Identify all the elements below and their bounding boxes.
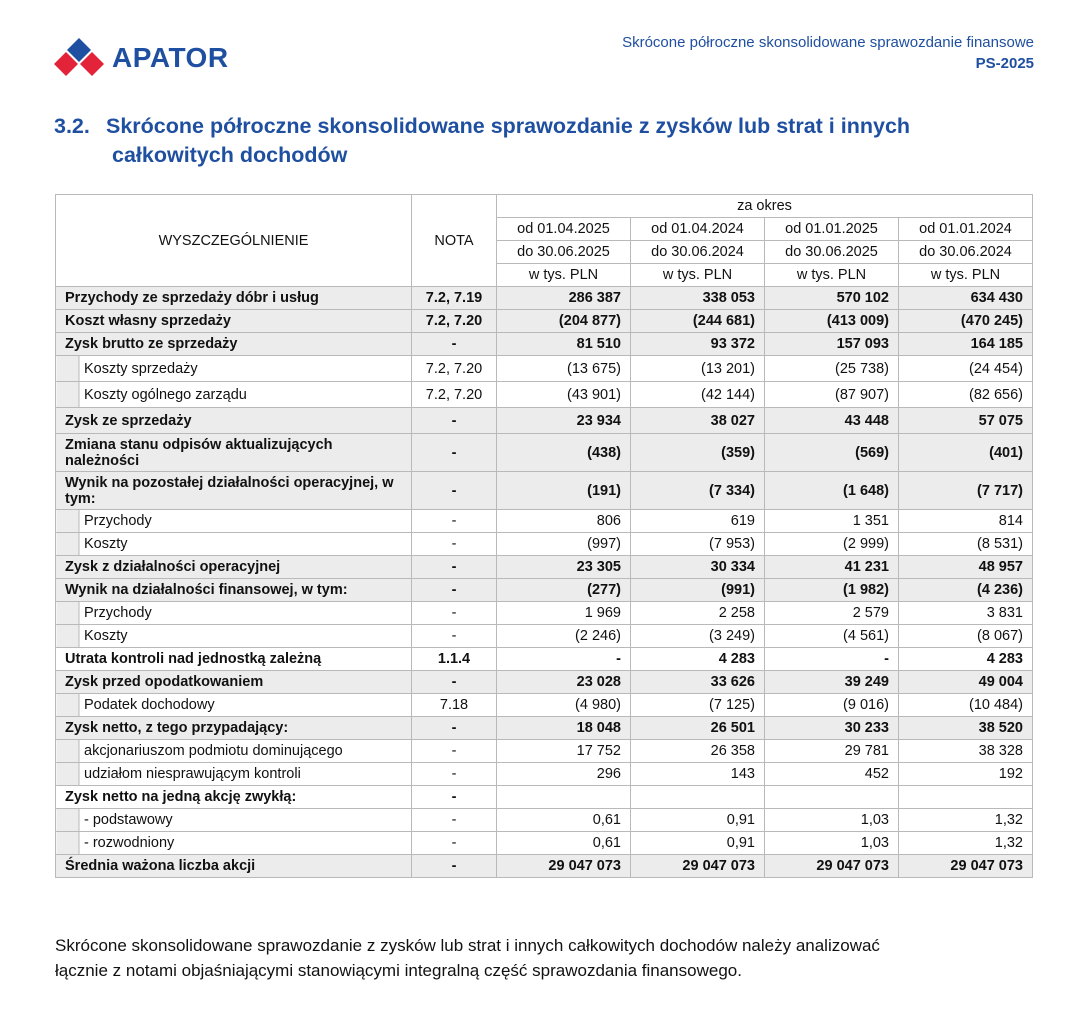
row-label: Zysk z działalności operacyjnej: [56, 556, 412, 579]
row-value: (2 999): [765, 533, 899, 556]
period-from: od 01.04.2025: [497, 218, 631, 241]
row-value: 81 510: [497, 333, 631, 356]
row-value: (191): [497, 472, 631, 510]
row-value: (277): [497, 579, 631, 602]
row-label: Przychody: [56, 510, 412, 533]
row-value: 0,91: [631, 809, 765, 832]
period-to: do 30.06.2025: [497, 241, 631, 264]
row-label: Przychody: [56, 602, 412, 625]
table-row: [56, 356, 1033, 382]
row-value: 29 047 073: [497, 855, 631, 878]
row-value: (7 125): [631, 694, 765, 717]
row-value: (569): [765, 434, 899, 472]
period-to: do 30.06.2024: [899, 241, 1033, 264]
row-note: -: [412, 625, 497, 648]
row-value: (87 907): [765, 382, 899, 408]
row-value: 452: [765, 763, 899, 786]
report-title: Skrócone półroczne skonsolidowane sprawozdanie finansowe: [622, 34, 1034, 51]
apator-logo-icon: [54, 38, 104, 78]
column-header-description: WYSZCZEGÓLNIENIE: [56, 195, 412, 287]
row-value: (401): [899, 434, 1033, 472]
row-value: (7 717): [899, 472, 1033, 510]
row-value: 814: [899, 510, 1033, 533]
row-label: Zysk brutto ze sprzedaży: [56, 333, 412, 356]
table-row: [56, 382, 1033, 408]
row-value: 0,61: [497, 832, 631, 855]
row-value: [899, 786, 1033, 809]
row-value: 1 969: [497, 602, 631, 625]
row-label: Koszty: [56, 533, 412, 556]
row-value: 1,03: [765, 809, 899, 832]
period-from: od 01.04.2024: [631, 218, 765, 241]
table-body: [56, 287, 1033, 878]
footer-line1: Skrócone skonsolidowane sprawozdanie z zysków lub strat i innych całkowitych dochodów należy analizować: [55, 936, 880, 955]
row-value: 29 047 073: [765, 855, 899, 878]
table-row: [56, 333, 1033, 356]
row-note: -: [412, 740, 497, 763]
row-value: 48 957: [899, 556, 1033, 579]
row-value: (7 953): [631, 533, 765, 556]
section-title-line2: całkowitych dochodów: [112, 143, 348, 167]
table-row: [56, 671, 1033, 694]
period-from: od 01.01.2025: [765, 218, 899, 241]
row-value: 1,03: [765, 832, 899, 855]
row-value: (24 454): [899, 356, 1033, 382]
row-label: - rozwodniony: [56, 832, 412, 855]
row-label: Wynik na pozostałej działalności operacyjnej, w tym:: [56, 472, 412, 510]
period-to: do 30.06.2025: [765, 241, 899, 264]
row-note: -: [412, 579, 497, 602]
table-row: [56, 786, 1033, 809]
period-from: od 01.01.2024: [899, 218, 1033, 241]
row-value: (42 144): [631, 382, 765, 408]
row-value: 38 027: [631, 408, 765, 434]
table-row: [56, 763, 1033, 786]
row-note: -: [412, 556, 497, 579]
row-value: (991): [631, 579, 765, 602]
row-note: 7.18: [412, 694, 497, 717]
table-row: [56, 556, 1033, 579]
row-value: 49 004: [899, 671, 1033, 694]
period-unit: w tys. PLN: [631, 264, 765, 287]
logo-text: APATOR: [112, 42, 229, 73]
row-label: Przychody ze sprzedaży dóbr i usług: [56, 287, 412, 310]
row-value: 41 231: [765, 556, 899, 579]
row-value: 30 334: [631, 556, 765, 579]
row-value: (413 009): [765, 310, 899, 333]
row-value: 4 283: [899, 648, 1033, 671]
table-row: [56, 472, 1033, 510]
row-note: -: [412, 408, 497, 434]
row-note: 7.2, 7.20: [412, 356, 497, 382]
row-value: 57 075: [899, 408, 1033, 434]
row-value: 29 781: [765, 740, 899, 763]
row-value: (10 484): [899, 694, 1033, 717]
row-value: (438): [497, 434, 631, 472]
row-label: Zysk netto, z tego przypadający:: [56, 717, 412, 740]
period-header: za okres: [497, 195, 1033, 218]
row-value: 1 351: [765, 510, 899, 533]
row-label: Zysk netto na jedną akcję zwykłą:: [56, 786, 412, 809]
row-value: 286 387: [497, 287, 631, 310]
row-note: 7.2, 7.20: [412, 310, 497, 333]
row-value: (43 901): [497, 382, 631, 408]
table-row: [56, 310, 1033, 333]
row-value: 806: [497, 510, 631, 533]
row-value: (470 245): [899, 310, 1033, 333]
row-value: 17 752: [497, 740, 631, 763]
row-value: (3 249): [631, 625, 765, 648]
row-value: 143: [631, 763, 765, 786]
row-value: (2 246): [497, 625, 631, 648]
table-row: [56, 694, 1033, 717]
row-value: (997): [497, 533, 631, 556]
row-note: -: [412, 763, 497, 786]
table-row: [56, 533, 1033, 556]
row-value: 33 626: [631, 671, 765, 694]
row-note: -: [412, 602, 497, 625]
row-value: (9 016): [765, 694, 899, 717]
row-value: 30 233: [765, 717, 899, 740]
row-value: 338 053: [631, 287, 765, 310]
row-value: 23 028: [497, 671, 631, 694]
row-value: 26 358: [631, 740, 765, 763]
income-statement-table: [55, 194, 1033, 878]
row-label: - podstawowy: [56, 809, 412, 832]
row-value: (8 531): [899, 533, 1033, 556]
row-value: (13 675): [497, 356, 631, 382]
row-label: Podatek dochodowy: [56, 694, 412, 717]
period-unit: w tys. PLN: [899, 264, 1033, 287]
row-note: 1.1.4: [412, 648, 497, 671]
row-label: Utrata kontroli nad jednostką zależną: [56, 648, 412, 671]
period-unit: w tys. PLN: [765, 264, 899, 287]
row-value: 2 258: [631, 602, 765, 625]
report-header: [622, 32, 1034, 74]
table-row: [56, 602, 1033, 625]
row-value: 18 048: [497, 717, 631, 740]
row-value: (1 982): [765, 579, 899, 602]
row-value: (13 201): [631, 356, 765, 382]
footer-note: [55, 933, 1045, 983]
table-row: [56, 510, 1033, 533]
row-value: 2 579: [765, 602, 899, 625]
row-value: 43 448: [765, 408, 899, 434]
apator-logo: [54, 38, 229, 78]
row-note: -: [412, 671, 497, 694]
row-value: (204 877): [497, 310, 631, 333]
row-note: -: [412, 809, 497, 832]
section-title-line1: Skrócone półroczne skonsolidowane sprawozdanie z zysków lub strat i innych: [106, 114, 911, 138]
row-value: (8 067): [899, 625, 1033, 648]
row-value: 1,32: [899, 809, 1033, 832]
row-value: 570 102: [765, 287, 899, 310]
row-note: -: [412, 434, 497, 472]
row-value: 0,61: [497, 809, 631, 832]
row-note: -: [412, 472, 497, 510]
row-note: -: [412, 533, 497, 556]
row-value: 634 430: [899, 287, 1033, 310]
row-label: akcjonariuszom podmiotu dominującego: [56, 740, 412, 763]
table-row: [56, 855, 1033, 878]
row-value: (244 681): [631, 310, 765, 333]
row-value: (25 738): [765, 356, 899, 382]
row-value: (82 656): [899, 382, 1033, 408]
row-value: 26 501: [631, 717, 765, 740]
section-title: [54, 112, 1044, 170]
row-label: Koszty sprzedaży: [56, 356, 412, 382]
row-note: 7.2, 7.19: [412, 287, 497, 310]
row-value: (4 561): [765, 625, 899, 648]
column-header-note: NOTA: [412, 195, 497, 287]
row-value: 93 372: [631, 333, 765, 356]
row-value: (7 334): [631, 472, 765, 510]
row-value: -: [497, 648, 631, 671]
row-value: 296: [497, 763, 631, 786]
row-value: (359): [631, 434, 765, 472]
row-label: Zmiana stanu odpisów aktualizujących należności: [56, 434, 412, 472]
row-value: 38 520: [899, 717, 1033, 740]
table-row: [56, 625, 1033, 648]
row-value: (4 236): [899, 579, 1033, 602]
table-row: [56, 740, 1033, 763]
row-label: Średnia ważona liczba akcji: [56, 855, 412, 878]
table-row: [56, 809, 1033, 832]
period-unit: w tys. PLN: [497, 264, 631, 287]
row-label: Wynik na działalności finansowej, w tym:: [56, 579, 412, 602]
table-row: [56, 579, 1033, 602]
row-value: 29 047 073: [631, 855, 765, 878]
row-value: 29 047 073: [899, 855, 1033, 878]
row-value: [497, 786, 631, 809]
table-row: [56, 408, 1033, 434]
row-note: -: [412, 717, 497, 740]
row-note: 7.2, 7.20: [412, 382, 497, 408]
row-value: 157 093: [765, 333, 899, 356]
row-value: 23 934: [497, 408, 631, 434]
row-value: 1,32: [899, 832, 1033, 855]
row-value: [631, 786, 765, 809]
table-row: [56, 717, 1033, 740]
row-label: Koszt własny sprzedaży: [56, 310, 412, 333]
table-row: [56, 287, 1033, 310]
period-to: do 30.06.2024: [631, 241, 765, 264]
row-value: (4 980): [497, 694, 631, 717]
row-value: (1 648): [765, 472, 899, 510]
row-label: Zysk ze sprzedaży: [56, 408, 412, 434]
row-value: 39 249: [765, 671, 899, 694]
row-value: 38 328: [899, 740, 1033, 763]
row-value: [765, 786, 899, 809]
row-note: -: [412, 855, 497, 878]
row-label: udziałom niesprawującym kontroli: [56, 763, 412, 786]
row-label: Zysk przed opodatkowaniem: [56, 671, 412, 694]
row-value: 164 185: [899, 333, 1033, 356]
row-value: -: [765, 648, 899, 671]
row-label: Koszty ogólnego zarządu: [56, 382, 412, 408]
row-note: -: [412, 832, 497, 855]
row-note: -: [412, 786, 497, 809]
row-value: 4 283: [631, 648, 765, 671]
row-label: Koszty: [56, 625, 412, 648]
row-note: -: [412, 333, 497, 356]
section-number: 3.2.: [54, 114, 90, 138]
table-row: [56, 434, 1033, 472]
row-value: 0,91: [631, 832, 765, 855]
table-row: [56, 832, 1033, 855]
row-value: 619: [631, 510, 765, 533]
row-value: 192: [899, 763, 1033, 786]
row-value: 3 831: [899, 602, 1033, 625]
table-row: [56, 648, 1033, 671]
row-value: 23 305: [497, 556, 631, 579]
report-code: PS-2025: [975, 55, 1034, 72]
row-note: -: [412, 510, 497, 533]
footer-line2: łącznie z notami objaśniającymi stanowiącymi integralną część sprawozdania finansowego.: [55, 961, 742, 980]
